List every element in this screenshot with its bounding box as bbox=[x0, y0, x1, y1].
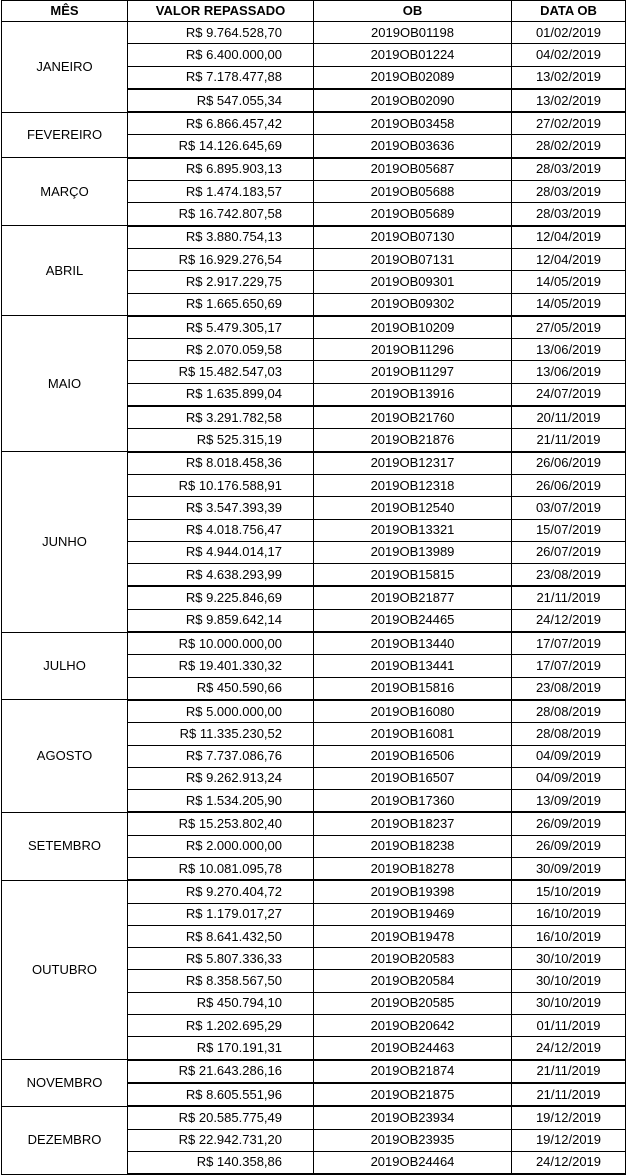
valor-text: R$ 5.807.336,33 bbox=[185, 950, 282, 966]
ob-cell: 2019OB18237 bbox=[314, 812, 512, 835]
valor-cell bbox=[128, 226, 314, 249]
data-ob-cell: 30/10/2019 bbox=[512, 948, 626, 970]
valor-cell bbox=[128, 970, 314, 992]
ob-cell: 2019OB05688 bbox=[314, 181, 512, 203]
valor-text: R$ 21.643.286,16 bbox=[178, 1063, 282, 1079]
ob-cell: 2019OB15815 bbox=[314, 564, 512, 587]
valor-text: R$ 525.315,19 bbox=[196, 431, 282, 447]
ob-cell: 2019OB05689 bbox=[314, 203, 512, 226]
table-row bbox=[2, 880, 626, 903]
table-row bbox=[2, 812, 626, 835]
ob-cell: 2019OB12317 bbox=[314, 452, 512, 475]
valor-cell bbox=[128, 66, 314, 89]
ob-cell: 2019OB13321 bbox=[314, 519, 512, 541]
header-valor-repassado: VALOR REPASSADO bbox=[128, 1, 314, 22]
valor-text: R$ 547.055,34 bbox=[196, 92, 282, 108]
valor-text: R$ 8.358.567,50 bbox=[185, 973, 282, 989]
month-cell: AGOSTO bbox=[2, 700, 128, 812]
data-ob-cell: 04/02/2019 bbox=[512, 44, 626, 66]
ob-cell: 2019OB12540 bbox=[314, 497, 512, 519]
ob-cell: 2019OB20584 bbox=[314, 970, 512, 992]
data-ob-cell: 20/11/2019 bbox=[512, 406, 626, 429]
valor-text: R$ 1.534.205,90 bbox=[185, 792, 282, 808]
ob-cell: 2019OB21874 bbox=[314, 1060, 512, 1083]
month-cell: JULHO bbox=[2, 632, 128, 700]
valor-text: R$ 1.635.899,04 bbox=[185, 386, 282, 402]
ob-cell: 2019OB18278 bbox=[314, 857, 512, 880]
valor-cell bbox=[128, 339, 314, 361]
valor-text: R$ 4.944.014,17 bbox=[185, 544, 282, 560]
valor-text: R$ 170.191,31 bbox=[196, 1040, 282, 1055]
valor-cell bbox=[128, 1083, 314, 1106]
data-ob-cell: 13/02/2019 bbox=[512, 89, 626, 112]
valor-cell bbox=[128, 1037, 314, 1060]
data-ob-cell: 30/10/2019 bbox=[512, 992, 626, 1014]
ob-cell: 2019OB13440 bbox=[314, 632, 512, 655]
data-ob-cell: 01/11/2019 bbox=[512, 1015, 626, 1037]
valor-text: R$ 140.358,86 bbox=[196, 1154, 282, 1170]
valor-cell bbox=[128, 158, 314, 181]
ob-cell: 2019OB18238 bbox=[314, 835, 512, 857]
month-cell: OUTUBRO bbox=[2, 880, 128, 1059]
table-row bbox=[2, 226, 626, 249]
month-cell: JANEIRO bbox=[2, 22, 128, 113]
valor-cell bbox=[128, 361, 314, 383]
table-row bbox=[2, 1106, 626, 1129]
data-ob-cell: 28/08/2019 bbox=[512, 723, 626, 745]
ob-cell: 2019OB16080 bbox=[314, 700, 512, 723]
valor-cell bbox=[128, 857, 314, 880]
ob-cell: 2019OB01224 bbox=[314, 44, 512, 66]
valor-cell bbox=[128, 44, 314, 66]
valor-cell bbox=[128, 767, 314, 789]
ob-cell: 2019OB16081 bbox=[314, 723, 512, 745]
valor-cell bbox=[128, 812, 314, 835]
valor-cell bbox=[128, 564, 314, 587]
valor-text: R$ 6.866.457,42 bbox=[185, 115, 282, 131]
ob-cell: 2019OB09302 bbox=[314, 293, 512, 316]
valor-cell bbox=[128, 655, 314, 677]
valor-text: R$ 9.270.404,72 bbox=[185, 883, 282, 899]
valor-cell bbox=[128, 632, 314, 655]
valor-cell bbox=[128, 89, 314, 112]
ob-cell: 2019OB19398 bbox=[314, 880, 512, 903]
valor-cell bbox=[128, 271, 314, 293]
data-ob-cell: 16/10/2019 bbox=[512, 925, 626, 947]
data-ob-cell: 14/05/2019 bbox=[512, 293, 626, 316]
data-ob-cell: 28/03/2019 bbox=[512, 203, 626, 226]
valor-cell bbox=[128, 835, 314, 857]
data-ob-cell: 27/05/2019 bbox=[512, 316, 626, 339]
data-ob-cell: 13/06/2019 bbox=[512, 361, 626, 383]
ob-cell: 2019OB02090 bbox=[314, 89, 512, 112]
header-mes: MÊS bbox=[2, 1, 128, 22]
ob-cell: 2019OB21875 bbox=[314, 1083, 512, 1106]
valor-cell bbox=[128, 112, 314, 135]
data-ob-cell: 13/02/2019 bbox=[512, 66, 626, 89]
data-ob-cell: 23/08/2019 bbox=[512, 564, 626, 587]
data-ob-cell: 21/11/2019 bbox=[512, 1060, 626, 1083]
data-ob-cell: 30/09/2019 bbox=[512, 857, 626, 880]
table-row bbox=[2, 158, 626, 181]
valor-cell bbox=[128, 925, 314, 947]
valor-text: R$ 8.641.432,50 bbox=[185, 928, 282, 944]
valor-cell bbox=[128, 948, 314, 970]
ob-cell: 2019OB21760 bbox=[314, 406, 512, 429]
data-ob-cell: 28/03/2019 bbox=[512, 181, 626, 203]
data-ob-cell: 30/10/2019 bbox=[512, 970, 626, 992]
valor-cell bbox=[128, 429, 314, 452]
data-ob-cell: 28/02/2019 bbox=[512, 135, 626, 158]
ob-cell: 2019OB21877 bbox=[314, 586, 512, 609]
valor-text: R$ 15.253.802,40 bbox=[178, 816, 282, 832]
data-ob-cell: 26/06/2019 bbox=[512, 474, 626, 496]
ob-cell: 2019OB21876 bbox=[314, 429, 512, 452]
data-ob-cell: 26/07/2019 bbox=[512, 541, 626, 563]
valor-cell bbox=[128, 181, 314, 203]
valor-text: R$ 8.018.458,36 bbox=[185, 455, 282, 471]
table-body bbox=[2, 22, 626, 1175]
ob-cell: 2019OB09301 bbox=[314, 271, 512, 293]
valor-text: R$ 1.665.650,69 bbox=[185, 296, 282, 312]
valor-cell bbox=[128, 723, 314, 745]
ob-cell: 2019OB07131 bbox=[314, 248, 512, 270]
ob-cell: 2019OB24463 bbox=[314, 1037, 512, 1060]
data-ob-cell: 12/04/2019 bbox=[512, 226, 626, 249]
ob-cell: 2019OB12318 bbox=[314, 474, 512, 496]
data-ob-cell: 24/12/2019 bbox=[512, 1151, 626, 1174]
valor-text: R$ 2.917.229,75 bbox=[185, 273, 282, 289]
data-ob-cell: 19/12/2019 bbox=[512, 1129, 626, 1151]
month-cell: MAIO bbox=[2, 316, 128, 452]
table-row bbox=[2, 632, 626, 655]
ob-cell: 2019OB11296 bbox=[314, 339, 512, 361]
valor-cell bbox=[128, 22, 314, 44]
valor-text: R$ 16.742.807,58 bbox=[178, 206, 282, 222]
valor-text: R$ 7.178.477,88 bbox=[185, 69, 282, 85]
valor-text: R$ 9.225.846,69 bbox=[185, 590, 282, 606]
ob-cell: 2019OB15816 bbox=[314, 677, 512, 700]
valor-text: R$ 2.070.059,58 bbox=[185, 341, 282, 357]
valor-text: R$ 10.176.588,91 bbox=[178, 477, 282, 493]
valor-cell bbox=[128, 790, 314, 813]
month-cell: DEZEMBRO bbox=[2, 1106, 128, 1174]
ob-cell: 2019OB16507 bbox=[314, 767, 512, 789]
valor-text: R$ 1.179.017,27 bbox=[185, 906, 282, 922]
data-ob-cell: 21/11/2019 bbox=[512, 1083, 626, 1106]
ob-cell: 2019OB13916 bbox=[314, 383, 512, 406]
ob-cell: 2019OB19478 bbox=[314, 925, 512, 947]
table-row bbox=[2, 1060, 626, 1083]
data-ob-cell: 24/12/2019 bbox=[512, 609, 626, 632]
month-cell: NOVEMBRO bbox=[2, 1060, 128, 1107]
data-ob-cell: 26/09/2019 bbox=[512, 835, 626, 857]
valor-text: R$ 450.794,10 bbox=[196, 995, 282, 1011]
valor-text: R$ 7.737.086,76 bbox=[185, 748, 282, 764]
valor-text: R$ 16.929.276,54 bbox=[178, 251, 282, 267]
month-cell: MARÇO bbox=[2, 158, 128, 226]
valor-text: R$ 5.000.000,00 bbox=[185, 703, 282, 719]
valor-text: R$ 3.291.782,58 bbox=[185, 409, 282, 425]
valor-cell bbox=[128, 406, 314, 429]
valor-text: R$ 11.335.230,52 bbox=[179, 725, 282, 741]
ob-cell: 2019OB05687 bbox=[314, 158, 512, 181]
ob-cell: 2019OB24464 bbox=[314, 1151, 512, 1174]
ob-cell: 2019OB07130 bbox=[314, 226, 512, 249]
valor-cell bbox=[128, 519, 314, 541]
valor-cell bbox=[128, 700, 314, 723]
ob-cell: 2019OB20583 bbox=[314, 948, 512, 970]
valor-text: R$ 6.400.000,00 bbox=[185, 46, 282, 62]
valor-cell bbox=[128, 474, 314, 496]
ob-cell: 2019OB20585 bbox=[314, 992, 512, 1014]
valor-text: R$ 9.859.642,14 bbox=[185, 612, 282, 628]
ob-cell: 2019OB23934 bbox=[314, 1106, 512, 1129]
ob-cell: 2019OB03458 bbox=[314, 112, 512, 135]
month-cell: FEVEREIRO bbox=[2, 112, 128, 158]
data-ob-cell: 17/07/2019 bbox=[512, 632, 626, 655]
valor-text: R$ 10.000.000,00 bbox=[178, 635, 282, 651]
valor-cell bbox=[128, 248, 314, 270]
valor-text: R$ 20.585.775,49 bbox=[178, 1109, 282, 1125]
ob-cell: 2019OB13989 bbox=[314, 541, 512, 563]
valor-text: R$ 1.474.183,57 bbox=[185, 183, 282, 199]
data-ob-cell: 12/04/2019 bbox=[512, 248, 626, 270]
data-ob-cell: 15/10/2019 bbox=[512, 880, 626, 903]
data-ob-cell: 17/07/2019 bbox=[512, 655, 626, 677]
data-ob-cell: 21/11/2019 bbox=[512, 586, 626, 609]
valor-text: R$ 3.880.754,13 bbox=[185, 229, 282, 245]
month-cell: JUNHO bbox=[2, 452, 128, 632]
valor-cell bbox=[128, 1015, 314, 1037]
data-ob-cell: 04/09/2019 bbox=[512, 767, 626, 789]
valor-cell bbox=[128, 1106, 314, 1129]
valor-cell bbox=[128, 203, 314, 226]
table-row bbox=[2, 112, 626, 135]
valor-cell bbox=[128, 1060, 314, 1083]
data-ob-cell: 27/02/2019 bbox=[512, 112, 626, 135]
data-ob-cell: 28/08/2019 bbox=[512, 700, 626, 723]
repasses-table bbox=[1, 0, 626, 1175]
table-row bbox=[2, 316, 626, 339]
ob-cell: 2019OB16506 bbox=[314, 745, 512, 767]
valor-cell bbox=[128, 1151, 314, 1174]
ob-cell: 2019OB13441 bbox=[314, 655, 512, 677]
valor-text: R$ 8.605.551,96 bbox=[185, 1086, 282, 1102]
table-row bbox=[2, 452, 626, 475]
data-ob-cell: 04/09/2019 bbox=[512, 745, 626, 767]
valor-cell bbox=[128, 316, 314, 339]
data-ob-cell: 13/06/2019 bbox=[512, 339, 626, 361]
data-ob-cell: 24/12/2019 bbox=[512, 1037, 626, 1060]
valor-cell bbox=[128, 677, 314, 700]
valor-text: R$ 6.895.903,13 bbox=[185, 161, 282, 177]
valor-cell bbox=[128, 903, 314, 925]
data-ob-cell: 26/09/2019 bbox=[512, 812, 626, 835]
ob-cell: 2019OB17360 bbox=[314, 790, 512, 813]
valor-text: R$ 3.547.393,39 bbox=[185, 499, 282, 515]
table-row bbox=[2, 700, 626, 723]
data-ob-cell: 15/07/2019 bbox=[512, 519, 626, 541]
month-cell: ABRIL bbox=[2, 226, 128, 316]
data-ob-cell: 24/07/2019 bbox=[512, 383, 626, 406]
valor-cell bbox=[128, 135, 314, 158]
data-ob-cell: 26/06/2019 bbox=[512, 452, 626, 475]
valor-cell bbox=[128, 992, 314, 1014]
header-ob: OB bbox=[314, 1, 512, 22]
ob-cell: 2019OB24465 bbox=[314, 609, 512, 632]
valor-cell bbox=[128, 452, 314, 475]
header-data-ob: DATA OB bbox=[512, 1, 626, 22]
table-row bbox=[2, 22, 626, 44]
ob-cell: 2019OB03636 bbox=[314, 135, 512, 158]
valor-cell bbox=[128, 745, 314, 767]
valor-text: R$ 14.126.645,69 bbox=[178, 138, 282, 154]
valor-text: R$ 1.202.695,29 bbox=[185, 1017, 282, 1033]
data-ob-cell: 28/03/2019 bbox=[512, 158, 626, 181]
month-cell: SETEMBRO bbox=[2, 812, 128, 880]
data-ob-cell: 21/11/2019 bbox=[512, 429, 626, 452]
valor-cell bbox=[128, 880, 314, 903]
valor-text: R$ 4.018.756,47 bbox=[185, 522, 282, 538]
valor-cell bbox=[128, 383, 314, 406]
valor-text: R$ 9.764.528,70 bbox=[185, 24, 282, 40]
valor-text: R$ 450.590,66 bbox=[196, 680, 282, 696]
ob-cell: 2019OB02089 bbox=[314, 66, 512, 89]
ob-cell: 2019OB20642 bbox=[314, 1015, 512, 1037]
valor-cell bbox=[128, 293, 314, 316]
data-ob-cell: 16/10/2019 bbox=[512, 903, 626, 925]
data-ob-cell: 13/09/2019 bbox=[512, 790, 626, 813]
valor-cell bbox=[128, 586, 314, 609]
data-ob-cell: 14/05/2019 bbox=[512, 271, 626, 293]
valor-text: R$ 5.479.305,17 bbox=[185, 319, 282, 335]
valor-text: R$ 10.081.095,78 bbox=[178, 860, 282, 876]
header-row bbox=[2, 1, 626, 22]
data-ob-cell: 19/12/2019 bbox=[512, 1106, 626, 1129]
valor-text: R$ 19.401.330,32 bbox=[178, 657, 282, 673]
valor-cell bbox=[128, 609, 314, 632]
data-ob-cell: 01/02/2019 bbox=[512, 22, 626, 44]
ob-cell: 2019OB10209 bbox=[314, 316, 512, 339]
ob-cell: 2019OB19469 bbox=[314, 903, 512, 925]
valor-cell bbox=[128, 1129, 314, 1151]
data-ob-cell: 23/08/2019 bbox=[512, 677, 626, 700]
valor-text: R$ 22.942.731,20 bbox=[178, 1132, 282, 1148]
valor-text: R$ 9.262.913,24 bbox=[185, 770, 282, 786]
valor-text: R$ 2.000.000,00 bbox=[185, 838, 282, 854]
ob-cell: 2019OB01198 bbox=[314, 22, 512, 44]
data-ob-cell: 03/07/2019 bbox=[512, 497, 626, 519]
ob-cell: 2019OB11297 bbox=[314, 361, 512, 383]
valor-cell bbox=[128, 497, 314, 519]
valor-text: R$ 15.482.547,03 bbox=[178, 364, 282, 380]
valor-cell bbox=[128, 541, 314, 563]
ob-cell: 2019OB23935 bbox=[314, 1129, 512, 1151]
valor-text: R$ 4.638.293,99 bbox=[185, 566, 282, 582]
